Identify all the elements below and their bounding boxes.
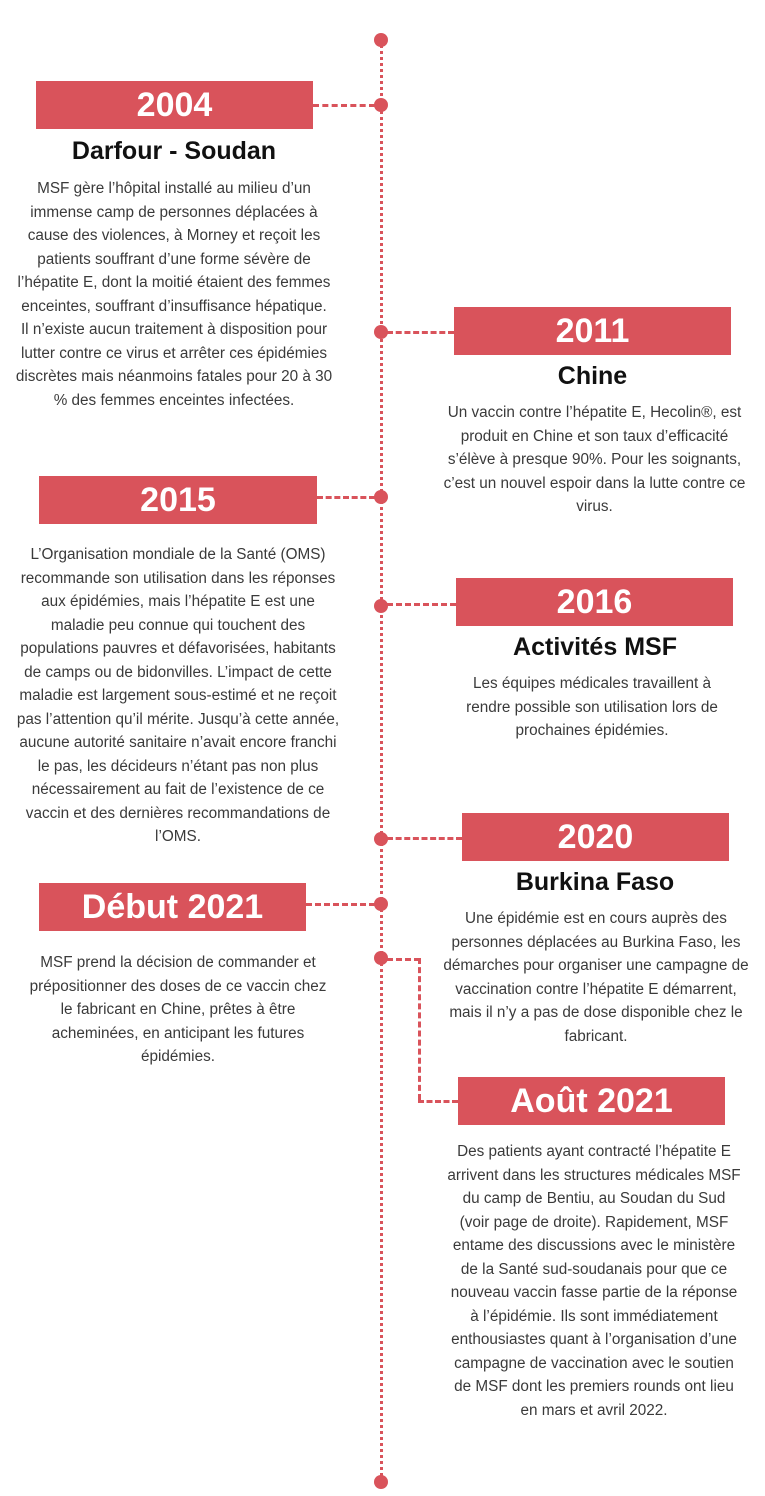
timeline-dot-aout-2021 bbox=[374, 951, 388, 965]
connector-aout-2021-vertical bbox=[418, 958, 421, 1100]
connector-2016 bbox=[387, 603, 456, 606]
timeline-dot-2015 bbox=[374, 490, 388, 504]
event-title-2004: Darfour - Soudan bbox=[71, 137, 277, 165]
connector-2015 bbox=[317, 496, 375, 499]
connector-2004 bbox=[313, 104, 375, 107]
event-text-2016: Les équipes médicales travaillent à rendre possible son utilisation lors de prochaines épidémies. bbox=[466, 675, 718, 739]
year-banner-2011: 2011 bbox=[454, 307, 731, 355]
timeline-dot-2004 bbox=[374, 98, 388, 112]
timeline-dot-2020 bbox=[374, 832, 388, 846]
timeline-dot-2011 bbox=[374, 325, 388, 339]
event-title-2011: Chine bbox=[557, 362, 628, 390]
year-banner-aout-2021: Août 2021 bbox=[458, 1077, 725, 1125]
timeline-dot-debut-2021 bbox=[374, 897, 388, 911]
event-text-2011: Un vaccin contre l’hépatite E, Hecolin®, est produit en Chine et son taux d’efficacité s’élève à presque 90%. Pour les soignants, c’est un nouvel espoir dans la lutte contre ce virus. bbox=[443, 404, 746, 515]
event-text-2004: MSF gère l’hôpital installé au milieu d’un immense camp de personnes déplacées à cause des violences, à Morney et reçoit les patients souffrant d’une forme sévère de l’hépatite E, dont la moitié étaient des femmes enceintes, souffrant d’insuffisance hépatique. Il n’existe aucun traitement à disposition pour lutter contre ce virus et arrêter ces épidémies discrètes mais néanmoins fatales pour 20 à 30 % des femmes enceintes infectées. bbox=[15, 180, 333, 409]
event-text-2015: L’Organisation mondiale de la Santé (OMS) recommande son utilisation dans les réponses aux épidémies, mais l’hépatite E est une maladie peu connue qui touchent des populations pauvres et défavorisées, habitants de camps ou de bidonvilles. L’impact de cette maladie est largement sous-estimé et ne reçoit pas l’attention qu’il mérite. Jusqu’à cette année, aucune autorité sanitaire n’avait encore franchi le pas, les décideurs n’étant pas non plus nécessairement au fait de l’existence de ce vaccin et des dernières recommandations de l’OMS. bbox=[16, 546, 340, 845]
event-title-2020: Burkina Faso bbox=[515, 868, 675, 896]
connector-2011 bbox=[387, 331, 454, 334]
connector-aout-2021-top bbox=[387, 958, 420, 961]
timeline-end-dot bbox=[374, 1475, 388, 1489]
year-banner-2020: 2020 bbox=[462, 813, 729, 861]
event-title-2016: Activités MSF bbox=[513, 633, 677, 661]
event-text-debut-2021: MSF prend la décision de commander et prépositionner des doses de ce vaccin chez le fabricant en Chine, prêtes à être acheminées, en anticipant les futures épidémies. bbox=[29, 954, 327, 1065]
year-banner-2004: 2004 bbox=[36, 81, 313, 129]
timeline-dot-2016 bbox=[374, 599, 388, 613]
year-banner-2015: 2015 bbox=[39, 476, 317, 524]
year-banner-debut-2021: Début 2021 bbox=[39, 883, 306, 931]
connector-debut-2021 bbox=[306, 903, 375, 906]
event-text-2020: Une épidémie est en cours auprès des personnes déplacées au Burkina Faso, les démarches pour organiser une campagne de vaccination contre l’hépatite E démarrent, mais il n’y a pas de dose disponible chez le fabricant. bbox=[443, 910, 749, 1045]
event-text-aout-2021: Des patients ayant contracté l’hépatite E arrivent dans les structures médicales MSF du camp de Bentiu, au Soudan du Sud (voir page de droite). Rapidement, MSF entame des discussions avec le ministère de la Santé sud-soudanais pour que ce nouveau vaccin fasse partie de la réponse à l’épidémie. Ils sont immédiatement enthousiastes quant à l’organisation d’une campagne de vaccination avec le soutien de MSF dont les premiers rounds ont lieu en mars et avril 2022. bbox=[447, 1143, 741, 1419]
connector-aout-2021-bottom bbox=[418, 1100, 458, 1103]
timeline-start-dot bbox=[374, 33, 388, 47]
timeline-axis bbox=[380, 40, 383, 1482]
connector-2020 bbox=[387, 837, 462, 840]
year-banner-2016: 2016 bbox=[456, 578, 733, 626]
